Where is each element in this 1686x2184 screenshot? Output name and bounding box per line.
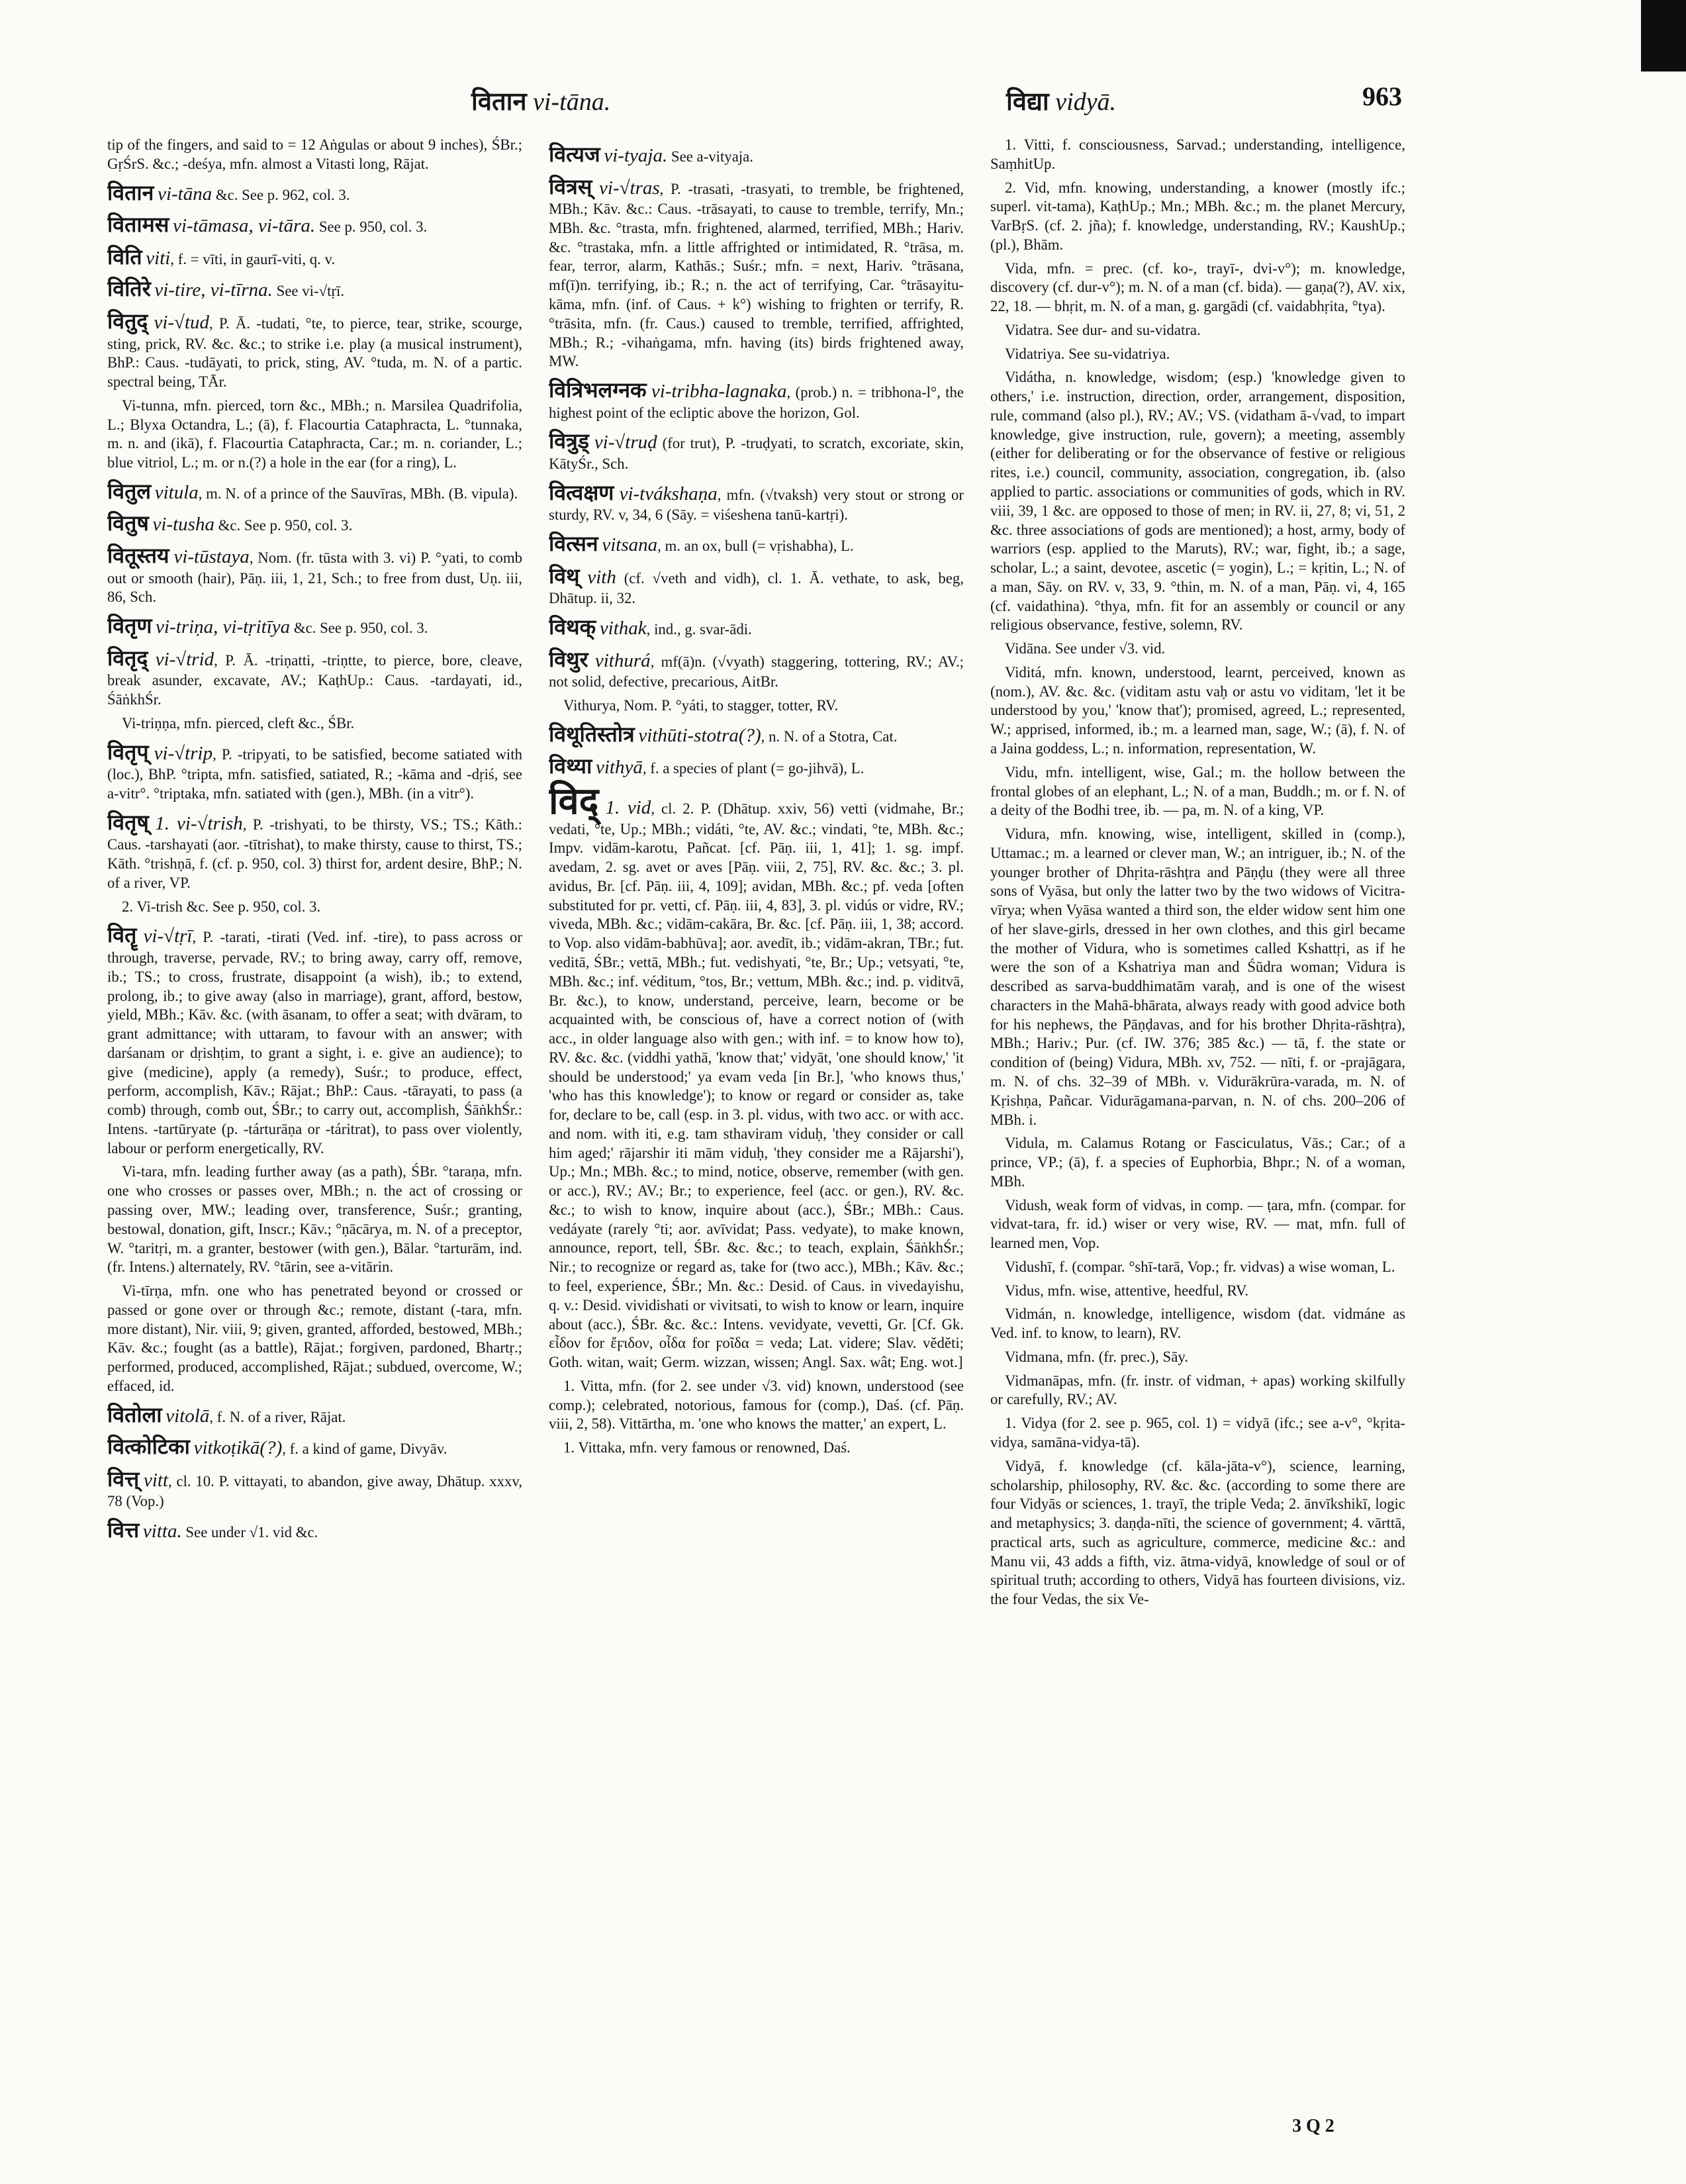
- dictionary-entry: [107, 1433, 522, 1460]
- entry-definition: , P. -tripyati, to be satisfied, become satiated with (loc.), BhP. °tripta, mfn. satisfied, satiated, R.; -kāma and -dṛiś, see a-vitr°. °triptaka, mfn. satiated with (gen.), MBh. (in a vitr°).: [107, 745, 522, 802]
- headword-devanagari: वित्रुड्: [549, 428, 589, 454]
- dictionary-entry: [549, 646, 964, 692]
- dictionary-entry: [549, 377, 964, 422]
- headword-devanagari: वित्रिभलग्नक: [549, 377, 647, 403]
- dictionary-entry: [107, 275, 522, 303]
- headword-transliteration: vithyā: [595, 757, 643, 779]
- left-running-head: [471, 83, 610, 118]
- dictionary-entry: [549, 428, 964, 473]
- sub-entry: Vidāna. See under √3. vid.: [1005, 640, 1166, 657]
- dictionary-entry: [549, 173, 964, 371]
- column-left: [107, 136, 522, 2112]
- headword-devanagari: विथक्: [549, 614, 596, 640]
- entry-definition: , Nom. (fr. tūsta with 3. vi) P. °yati, to comb out or smooth (hair), Pāṇ. iii, 1, 21, Sch.; to free from dust, Uṇ. iii, 86, Sch.: [107, 549, 522, 606]
- entry-definition: , f. a kind of game, Divyāv.: [282, 1441, 447, 1458]
- page-number: 963: [1362, 81, 1402, 111]
- headword-transliteration: vi-tūstaya: [173, 546, 250, 568]
- entry-definition: (cf. √veth and vidh), cl. 1. Ā. vethate, to ask, beg, Dhātup. ii, 32.: [549, 569, 964, 607]
- dictionary-entry: [107, 179, 522, 207]
- sub-entry: Vidmanāpas, mfn. (fr. instr. of vidman, + apas) working skilfully or carefully, RV.; AV.: [990, 1372, 1405, 1408]
- entry-definition: &c. See p. 950, col. 3.: [214, 517, 353, 534]
- headword-transliteration: vi-√trip: [154, 742, 213, 764]
- page-header: [113, 83, 1436, 123]
- headword-devanagari: वितृप्: [107, 739, 149, 765]
- sub-entry: Vidatra. See dur- and su-vidatra.: [1005, 321, 1201, 338]
- entry-definition: , (prob.) n. = tribhona-l°, the highest point of the ecliptic above the horizon, Gol.: [549, 384, 964, 421]
- right-running-head-devanagari: विद्या: [1006, 87, 1049, 116]
- headword-devanagari: वितॄ: [107, 922, 137, 948]
- sub-entry: Vidush, weak form of vidvas, in comp. — ṭara, mfn. (compar. for vidvat-tara, fr. id.) wiser or very wise, RV. — mat, mfn. full of learned men, Vop.: [990, 1196, 1405, 1252]
- sub-entry: Vidyā, f. knowledge (cf. kāla-jāta-v°), science, learning, scholarship, philosophy, RV. &c. &c. (according to some there are four Vidyās or sciences, 1. trayī, the triple Veda; 2. ānvīkshikī, logic and metaphysics; 3. daṇḍa-nīti, the science of government; 4. vārttā, practical arts, such as agriculture, commerce, medicine &c.: and Manu vii, 43 adds a fifth, viz. ātma-vidyā, knowledge of soul or of spiritual truth; according to others, Vidyā has fourteen divisions, viz. the four Vedas, the six Ve-: [990, 1457, 1405, 1608]
- column-middle: [549, 136, 964, 2112]
- entry-definition: &c. See p. 950, col. 3.: [290, 620, 428, 637]
- left-running-head-roman: vi-tāna.: [533, 88, 611, 116]
- headword-transliteration: 1. vi-√trish: [155, 812, 243, 834]
- headword-transliteration: vithūti-stotra(?): [638, 724, 761, 746]
- headword-transliteration: vi-tvákshaṇa: [619, 483, 718, 504]
- sub-entry: 1. Vidya (for 2. see p. 965, col. 1) = vidyā (ifc.; see a-v°, °kṛita-vidya, samāna-vidya-tā).: [990, 1415, 1405, 1450]
- entry-definition: , f. = vīti, in gaurī-viti, q. v.: [170, 250, 336, 267]
- entry-definition: , cl. 2. P. (Dhātup. xxiv, 56) vetti (vidmahe, Br.; vedati, °te, Up.; MBh.; vidáti, °te, AV. &c.; vindati, °te, MBh. &c.; Impv. vidām-karotu, Pañcat. [cf. Pāṇ. iii, 1, 41]; 1. sg. impf. avedam, 2. sg. avet or aves [Pāṇ. viii, 2, 75], RV. &c. &c.; 3. pl. avidus, Br. [cf. Pāṇ. iii, 4, 109]; avidan, MBh. &c.; pf. veda [often substituted for pr. vetti, cf. Pāṇ. iii, 4, 83], 3. pl. vidús or vidre, RV.; viveda, MBh. &c.; vidām-cakāra, Br. &c. [cf. Pāṇ. iii, 1, 38; accord. to Vop. also vidām-babhūva]; aor. avedīt, ib.; vidām-akran, TBr.; fut. veditā, ŚBr.; vettā, MBh.; fut. vedishyati, °te, Br.; Up.; vetsyati, °te, MBh. &c.; inf. véditum, °tos, Br.; vettum, MBh. &c.; ind. p. viditvā, Br. &c.), to know, understand, perceive, learn, become or be acquainted with, be conscious of, have a correct notion of (with acc., in older language also with gen.; with inf. = to know how to), RV. &c. &c. (viddhi yathā, 'know that;' vidyāt, 'one should know,' 'it should be understood;' ya evam veda [in Br.], 'who knows thus,' 'who has this knowledge'); to know or regard or consider as, take for, declare to be, call (esp. in 3. pl. vidus, with two acc. or with acc. and nom. with iti, e.g. tam sthaviram viduḥ, 'they consider or call him aged;' rājarshir iti mām viduḥ, 'they consider me a Rājarshi'), Up.; Mn.; MBh. &c.; to mind, notice, observe, remember (with gen. or acc.), RV.; AV.; Br.; to experience, feel (acc. or gen.), RV. &c. &c.; to wish to know, inquire about (acc.), ŚBr.; MBh.: Caus. vedáyate (rarely °ti; aor. avīvidat; Pass. vedyate), to make known, announce, report, tell, ŚBr. &c. &c.; to teach, explain, ŚāṅkhŚr.; Nir.; to recognize or regard as, take for (two acc.), MBh.; Kāv. &c.; to feel, experience, ŚBr.; Mn. &c.: Desid. of Caus. in vivedayishu, q. v.: Desid. vividishati or vivitsati, to wish to know or learn, inquire about (acc.), ŚBr. &c. &c.: Intens. vevidyate, vevetti, Gr. [Cf. Gk. εἶδον for ἔϝιδον, οἶδα for ϝοῖδα = veda; Lat. videre; Slav. vĕdĕti; Goth. witan, wait; Germ. wizzan, wissen; Angl. Sax. wât; Eng. wot.]: [549, 800, 964, 1371]
- sub-entry: Vidula, m. Calamus Rotang or Fasciculatus, Vās.; Car.; of a prince, VP.; (ā), f. a species of Euphorbia, Bhpr.; N. of a woman, MBh.: [990, 1135, 1405, 1190]
- headword-devanagari: वित्त्: [107, 1466, 140, 1492]
- headword-devanagari: वित्वक्षण: [549, 479, 614, 505]
- dictionary-entry: [549, 563, 964, 608]
- headword-transliteration: vith: [587, 566, 616, 588]
- headword-transliteration: vitolā: [165, 1405, 210, 1427]
- entry-definition: See a-vityaja.: [667, 148, 753, 165]
- headword-transliteration: vi-tusha: [152, 514, 214, 536]
- sub-entry: Vidátha, n. knowledge, wisdom; (esp.) 'knowledge given to others,' i.e. instruction, direction, order, arrangement, disposition, rule, command (also pl.), RV.; AV.; VS. (vidatham ā-√vad, to impart knowledge, give instruction, rule, govern); a meeting, assembly (either for deliberating or for the observance of festive or religious rites, i.e.) council, community, association, congregation, ib. (also applied to partic. associations or communities of gods, which in RV. viii, 39, 1 &c. are opposed to those of men; in RV. ii, 27, 8; vi, 51, 2 &c. three associations of gods are mentioned); a host, army, body of warriors (esp. applied to the Maruts), RV.; war, fight, ib.; a sage, scholar, L.; a saint, devotee, ascetic (= yogin), L.; = kṛitin, L.; N. of a man, Sāy. on RV. v, 33, 9. °thin, m. N. of a man, Pāṇ. vi, 4, 165 (cf. vaidathina). °thya, mfn. fit for an assembly or council or any religious observance, festive, solemn, RV.: [990, 369, 1405, 634]
- dictionary-entry: [549, 530, 964, 557]
- headword-transliteration: vitula: [154, 481, 199, 503]
- headword-devanagari: वितूस्तय: [107, 543, 169, 569]
- headword-devanagari: वितुल: [107, 478, 152, 504]
- sub-entry: Viditá, mfn. known, understood, learnt, perceived, known as (nom.), AV. &c. &c. (viditam astu vaḥ or astu vo viditam, 'let it be understood by you,' 'know that'); promised, agreed, L.; represented, W.; apprised, informed, ib.; m. a learned man, sage, W.; (ā), f. N. of a Jaina goddess, L.; n. information, representation, W.: [990, 663, 1405, 757]
- page-edge-bar: [1641, 0, 1686, 71]
- headword-devanagari: वित्कोटिका: [107, 1434, 190, 1460]
- dictionary-entry: [107, 211, 522, 238]
- entry-definition: See p. 950, col. 3.: [315, 218, 428, 236]
- dictionary-entry: [107, 645, 522, 710]
- headword-transliteration: viti: [146, 247, 171, 269]
- headword-devanagari: विति: [107, 244, 142, 269]
- headword-transliteration: vithak: [599, 618, 647, 640]
- headword-devanagari: वितान: [107, 179, 154, 205]
- sub-entry: Vi-tunna, mfn. pierced, torn &c., MBh.; n. Marsilea Quadrifolia, L.; Blyxa Octandra, L.; (ā), f. Flacourtia Cataphracta, L. °tunnaka, m. n. and (ikā), f. Flacourtia Cataphracta, Car.; m. n. coriander, L.; blue vitriol, L.; m. or n.(?) a hole in the ear (for a ring), L.: [107, 397, 522, 471]
- dictionary-entry: [107, 244, 522, 271]
- dictionary-entry: [549, 753, 964, 780]
- sub-entry: 2. Vid, mfn. knowing, understanding, a knower (mostly ifc.; superl. vit-tama), KaṭhUp.; Mn.; MBh. &c.; m. the planet Mercury, VarBṛS. (cf. 2. jña); f. knowledge, understanding, RV.; KaushUp.; (pl.), Bhām.: [990, 179, 1405, 253]
- sub-entry: Vi-tīrṇa, mfn. one who has penetrated beyond or crossed or passed or gone over or through &c.; remote, distant (-tara, mfn. more distant), Nir. viii, 9; given, granted, afforded, bestowed, MBh.; Kāv. &c.; fought (as a battle), Rājat.; forgiven, pardoned, Bhartṛ.; performed, produced, accomplished, Rājat.; subdued, overcome, W.; effaced, id.: [107, 1282, 522, 1394]
- headword-transliteration: vitkoṭikā(?): [193, 1437, 283, 1459]
- entry-definition: &c. See p. 962, col. 3.: [212, 186, 350, 203]
- sub-entry: 1. Vitti, f. consciousness, Sarvad.; understanding, intelligence, SaṃhitUp.: [990, 136, 1405, 172]
- dictionary-entry: [107, 478, 522, 505]
- right-running-head-roman: vidyā.: [1055, 88, 1117, 116]
- sub-entry: Vidmán, n. knowledge, intelligence, wisdom (dat. vidmáne as Ved. inf. to know, to learn), RV.: [990, 1306, 1405, 1342]
- headword-transliteration: vi-√tras: [599, 177, 660, 199]
- sub-entry: Vidus, mfn. wise, attentive, heedful, RV.: [1005, 1282, 1249, 1299]
- entry-definition: , m. N. of a prince of the Sauvīras, MBh. (B. vipula).: [198, 485, 518, 502]
- headword-devanagari: वितोला: [107, 1401, 162, 1427]
- entry-definition: , P. -tarati, -tirati (Ved. inf. -tire), to pass across or through, traverse, pervade, RV.; to bring away, carry off, remove, ib.; TS.; to cross, frustrate, disappoint (a wish), ib.; to extend, prolong, ib.; to give away (also in marriage), grant, afford, bestow, yield, MBh.; Kāv. &c. (with āsanam, to offer a seat; with dvāram, to grant admittance; with uttaram, to favour with an answer; with darśanam or dṛishṭim, to grant a sight, i. e. give an audience); to give (medicine), apply (a remedy), Suśr.; to produce, effect, perform, accomplish, Kāv.; Rājat.; BhP.: Caus. -tārayati, to pass (a comb) through, comb out, ŚBr.; to carry out, accomplish, ŚāṅkhŚr.: Intens. -tartūryate (p. -tárturāṇa or -táritrat), to pass over violently, labour or perform energetically, RV.: [107, 929, 522, 1157]
- column-right: [990, 136, 1405, 2112]
- sub-entry: Vida, mfn. = prec. (cf. ko-, trayī-, dvi-v°); m. knowledge, discovery (cf. dur-v°); m. N. of a man (cf. bida). — gaṇa(?), AV. xix, 22, 18. — bhṛit, m. N. of a man, g. gargādi (cf. vaidabhṛita, °tya).: [990, 260, 1405, 315]
- entry-definition: , m. an ox, bull (= vṛishabha), L.: [657, 538, 854, 555]
- headword-devanagari: विथुर: [549, 646, 588, 672]
- headword-devanagari: वित्रस्: [549, 173, 592, 199]
- right-running-head: [1006, 83, 1116, 118]
- entry-definition: , P. Ā. -triṇatti, -triṇtte, to pierce, bore, cleave, break asunder, excavate, AV.; KaṭhUp.: Caus. -tardayati, id., ŚāṅkhŚr.: [107, 651, 522, 708]
- sub-entry: Vidura, mfn. knowing, wise, intelligent, skilled in (comp.), Uttamac.; m. a learned or clever man, W.; an intriguer, ib.; N. of the younger brother of Dhṛita-rāshṭra and Pāṇḍu (they were all three sons of Vyāsa, but only the latter two by the two widows of Vicitra-vīrya; when Vyāsa wanted a third son, the elder widow sent him one of her slave-girls, dressed in her own clothes, and this girl became the mother of Vidura, who is sometimes called Kshattṛi, as if he were the son of a Kshatriya man and Śūdra woman; Vidura is described as sarva-buddhimatām varaḥ, and is one of the wisest characters in the Mahā-bhārata, always ready with good advice both for his nephews, the Pāṇḍavas, and for his brother Dhṛita-rāshṭra), MBh.; Hariv.; Pur. (cf. IW. 376; 385 &c.) — tā, f. the state or condition of (being) Vidura, MBh. xv, 752. — nīti, f. or -prajāgara, m. N. of chs. 32–39 of MBh. v. Vidurākrūra-varada, m. N. of Kṛishṇa, Pañcar. Vidurāgamana-parvan, n. N. of chs. 200–206 of MBh. i.: [990, 826, 1405, 1128]
- headword-transliteration: vi-tire, vi-tīrna.: [154, 279, 273, 301]
- headword-transliteration: vitsana: [602, 534, 658, 556]
- sub-entry: Vi-tara, mfn. leading further away (as a path), ŚBr. °taraṇa, mfn. one who crosses or passes over, MBh.; n. the act of crossing or passing over, MW.; leading over, transference, Suśr.; granting, bestowal, donation, gift, Inscr.; Kāv.; °ṇācārya, m. N. of a preceptor, W. °taritṛi, m. a granter, bestower (with gen.), Bālar. °tarturām, ind. (fr. Intens.) alternately, RV. °tārin, see a-vitārin.: [107, 1163, 522, 1276]
- entry-definition: , cl. 10. P. vittayati, to abandon, give away, Dhātup. xxxv, 78 (Vop.): [107, 1472, 522, 1510]
- headword-devanagari: वितुद्: [107, 308, 148, 334]
- dictionary-entry: [107, 922, 522, 1158]
- sub-entry: Vidmana, mfn. (fr. prec.), Sāy.: [1005, 1348, 1188, 1365]
- dictionary-entry: [107, 1466, 522, 1511]
- entry-definition: , f. a species of plant (= go-jihvā), L.: [642, 760, 865, 777]
- sub-entry: 1. Vittaka, mfn. very famous or renowned, Daś.: [563, 1439, 851, 1456]
- sub-entry: Vidushī, f. (compar. °shī-tarā, Vop.; fr. vidvas) a wise woman, L.: [1005, 1258, 1395, 1275]
- entry-definition: , P. -trasati, -trasyati, to tremble, be frightened, MBh.; Kāv. &c.: Caus. -trāsayati, to cause to tremble, terrify, Mn.; MBh. &c. °trasta, mfn. frightened, alarmed, terrified, MBh.; Hariv. &c. °trastaka, mfn. a little affrighted or intimidated, R. °trāsa, m. fear, terror, alarm, Kathās.; Suśr.; mfn. = next, Hariv. °trāsana, mf(ī)n. terrifying, ib.; R.; n. the act of terrifying, Car. °trāsayitu-kāma, mfn. (inf. of Caus. + k°) wishing to frighten or terrify, R. °trāsita, mfn. (fr. Caus.) caused to tremble, terrified, affrighted, MBh.; R.; -vihaṅgama, mfn. having (its) birds frightened away, MW.: [549, 180, 964, 370]
- headword-transliteration: vitta.: [142, 1521, 182, 1543]
- sub-entry: Vidatriya. See su-vidatriya.: [1005, 345, 1170, 362]
- headword-transliteration: vi-tyaja.: [604, 145, 668, 166]
- headword-transliteration: vi-tāna: [158, 183, 212, 205]
- headword-transliteration: vi-√truḍ: [594, 432, 657, 453]
- sub-entry: 1. Vitta, mfn. (for 2. see under √3. vid) known, understood (see comp.); celebrated, notorious, famous for (comp.), Daś. (cf. Pāṇ. viii, 2, 58). Vittārtha, m. 'one who knows the matter,' an expert, L.: [549, 1377, 964, 1433]
- headword-devanagari: वितृण: [107, 613, 152, 639]
- headword-devanagari: विथूतिस्तोत्र: [549, 721, 635, 747]
- entry-definition: , P. Ā. -tudati, °te, to pierce, tear, strike, scourge, sting, prick, RV. &c. &c.; to strike i.e. play (a musical instrument), BhP.: Caus. -tudāyati, to prick, sting, AV. °tuda, m. N. of a partic. spectral being, TĀr.: [107, 314, 522, 391]
- sub-entry: Vidu, mfn. intelligent, wise, Gal.; m. the hollow between the frontal globes of an elephant, L.; N. of a man, Buddh.; m. or f. N. of a deity of the Bodhi tree, ib. — pa, m. N. of a king, VP.: [990, 763, 1405, 819]
- continued-text: tip of the fingers, and said to = 12 Aṅgulas or about 9 inches), ŚBr.; GṛŚrS. &c.; -deśya, mfn. almost a Vitasti long, Rājat.: [107, 136, 522, 172]
- headword-devanagari: वितामस: [107, 212, 169, 238]
- sub-entry: 2. Vi-trish &c. See p. 950, col. 3.: [122, 898, 321, 915]
- headword-transliteration: vitt: [143, 1469, 169, 1491]
- dictionary-entry: [549, 721, 964, 748]
- headword-devanagari: वितिरे: [107, 276, 151, 302]
- dictionary-entry: [107, 809, 522, 893]
- dictionary-entry: [107, 510, 522, 537]
- headword-devanagari: वितृष्: [107, 809, 149, 835]
- headword-devanagari: वित्यज: [549, 142, 600, 167]
- dictionary-entry: [107, 739, 522, 804]
- dictionary-entry: [549, 479, 964, 525]
- headword-devanagari: वितृद्: [107, 645, 148, 671]
- dictionary-entry: [549, 141, 964, 168]
- sub-entry: Vi-triṇṇa, mfn. pierced, cleft &c., ŚBr.: [122, 714, 355, 732]
- headword-transliteration: vi-triṇa, vi-tṛitīya: [156, 616, 291, 638]
- dictionary-entry: [107, 612, 522, 640]
- headword-devanagari: विथ्: [549, 563, 580, 589]
- headword-devanagari: वित्त: [107, 1517, 140, 1543]
- dictionary-entry: [107, 542, 522, 607]
- entry-definition: See under √1. vid &c.: [181, 1524, 318, 1541]
- dictionary-columns: [107, 136, 1441, 2112]
- signature-mark: 3 Q 2: [1292, 2116, 1335, 2136]
- entry-definition: , ind., g. svar-ādi.: [646, 621, 752, 638]
- headword-transliteration: vi-√tṛī: [143, 926, 193, 947]
- dictionary-entry: [107, 308, 522, 392]
- headword-devanagari: वितुष: [107, 510, 149, 536]
- left-running-head-devanagari: वितान: [471, 87, 527, 116]
- entry-definition: , n. N. of a Stotra, Cat.: [761, 728, 898, 745]
- entry-definition: , mf(ā)n. (√vyath) staggering, tottering, RV.; AV.; not solid, defective, precarious, AitBr.: [549, 653, 964, 690]
- headword-transliteration: vithurá: [594, 649, 651, 671]
- dictionary-entry: [549, 780, 964, 1372]
- headword-transliteration: 1. vid: [605, 797, 651, 819]
- entry-definition: , P. -trishyati, to be thirsty, VS.; TS.; Kāth.: Caus. -tarshayati (aor. -tītrishat), to make thirsty, cause to thirst, TS.; Kāth. °trishṇā, f. (cf. p. 950, col. 3) thirst for, ardent desire, BhP.; N. of a river, VP.: [107, 816, 522, 891]
- headword-devanagari: विथ्या: [549, 753, 592, 779]
- entry-definition: , f. N. of a river, Rājat.: [209, 1408, 346, 1425]
- entry-definition: (for trut), P. -truḍyati, to scratch, excoriate, skin, KātyŚr., Sch.: [549, 435, 964, 473]
- entry-definition: See vi-√tṛī.: [272, 283, 345, 300]
- dictionary-entry: [107, 1517, 522, 1544]
- dictionary-entry: [549, 614, 964, 641]
- headword-devanagari: विद्: [549, 780, 599, 824]
- headword-transliteration: vi-√tud: [154, 311, 210, 333]
- headword-transliteration: vi-√trid: [155, 648, 214, 670]
- dictionary-entry: [107, 1401, 522, 1429]
- headword-transliteration: vi-tribha-lagnaka: [651, 381, 787, 403]
- headword-transliteration: vi-tāmasa, vi-tāra.: [173, 215, 316, 237]
- sub-entry: Vithurya, Nom. P. °yáti, to stagger, totter, RV.: [563, 697, 839, 714]
- entry-definition: , mfn. (√tvaksh) very stout or strong or sturdy, RV. v, 34, 6 (Sāy. = viśeshena tanū-kartṛi).: [549, 486, 964, 524]
- headword-devanagari: वित्सन: [549, 531, 598, 557]
